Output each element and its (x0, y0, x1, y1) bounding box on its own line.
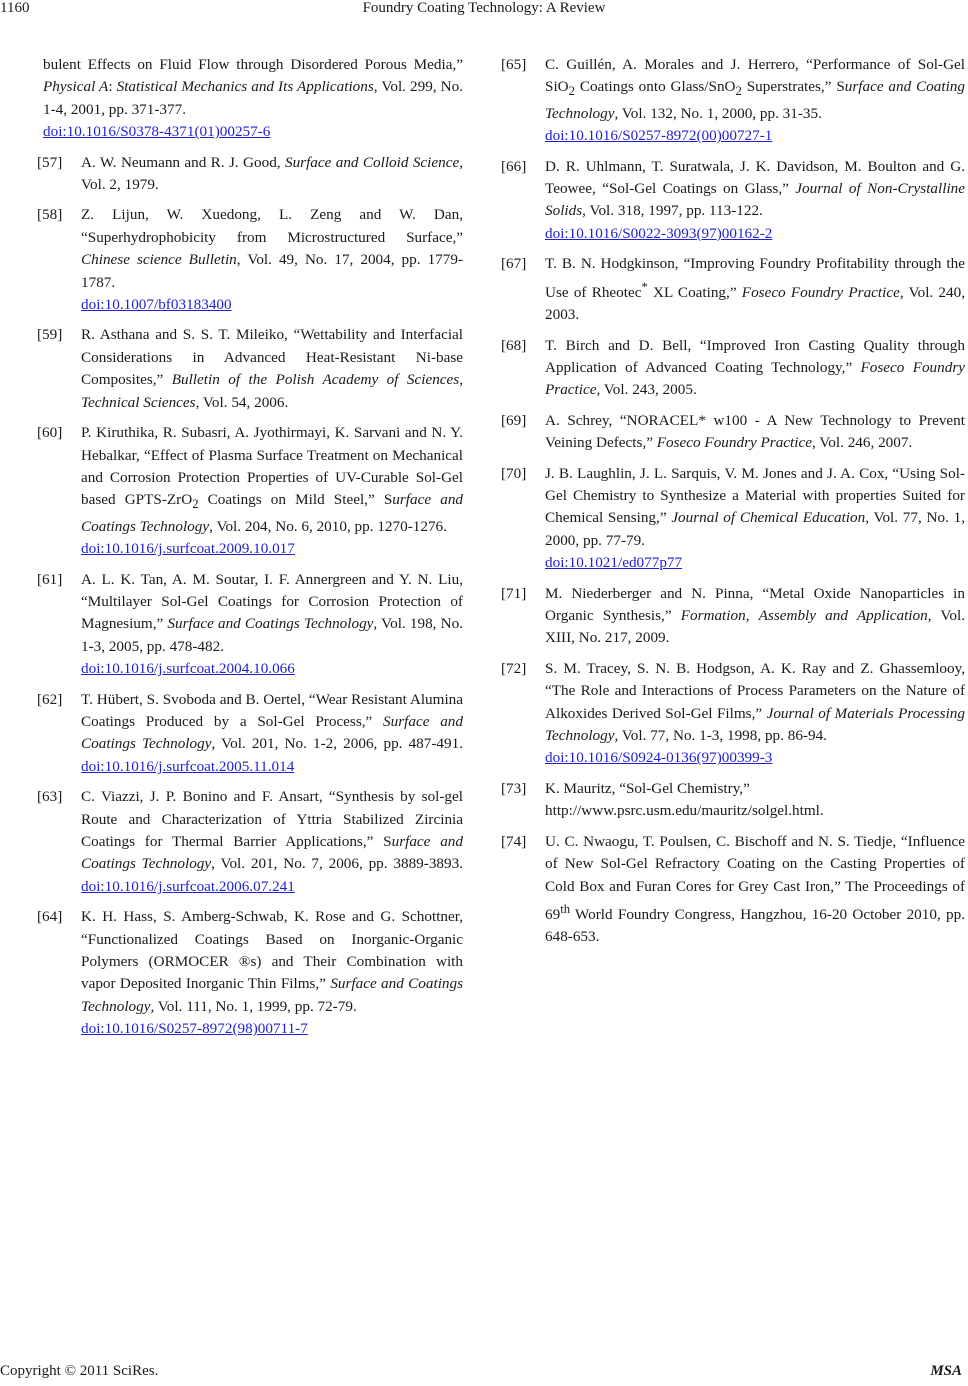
reference-text: K. Mauritz, “Sol-Gel Chemistry,” (545, 779, 750, 797)
italic-title-text: Journal of Materials Processing Technology (545, 704, 965, 745)
reference-text: , Vol. 198, No. 1-3, 2005, pp. 478-482. (81, 615, 464, 655)
italic-title-text: Chinese science Bulletin (81, 251, 237, 269)
url-text: http://www.psrc.usm.edu/mauritz/solgel.html. (545, 802, 824, 820)
reference-text: , Vol. XIII, No. 217, 2009. (545, 607, 965, 647)
reference-entry (37, 786, 463, 898)
italic-title-text: Foseco Foundry Practice (741, 283, 900, 301)
superscript-text: * (641, 279, 648, 294)
page-header (0, 0, 968, 22)
doi-link[interactable]: doi:10.1016/S0378-4371(01)00257-6 (43, 123, 271, 141)
reference-text: Coatings onto Glass/SnO (574, 78, 736, 96)
reference-text: S. M. Tracey, S. N. B. Hodgson, A. K. Ray and Z. Ghassemlooy, “The Role and Interactions of Process Parameters on the Nature of Alkoxides Derived Sol-Gel Films,” (545, 659, 965, 722)
doi-link[interactable]: doi:10.1016/j.surfcoat.2009.10.017 (81, 540, 295, 558)
reference-text: , Vol. 246, 2007. (811, 434, 913, 452)
reference-entry (37, 689, 463, 779)
journal-abbreviation: MSA (930, 1363, 962, 1379)
reference-text: U. C. Nwaogu, T. Poulsen, C. Bischoff and N. S. Tiedje, “Influence of New Sol-Gel Refractory Coating on the Casting Properties of Cold Box and Furan Cores for Grey Cast Iron,” The Proceedings of 69 (545, 832, 965, 923)
reference-text: , Vol. 299, No. 1-4, 2001, pp. 371-377. (43, 78, 463, 118)
reference-text: , Vol. 243, 2005. (596, 381, 697, 399)
reference-entry (501, 410, 965, 455)
reference-number: [58] (37, 206, 63, 224)
reference-text: Superstrates,” S (741, 78, 845, 96)
reference-entry (37, 324, 463, 414)
subscript-text: 2 (192, 497, 199, 512)
italic-title-text: Statistical Mechanics and Its Applications (116, 78, 374, 96)
italic-title-text: Foseco Foundry Practice (545, 358, 965, 399)
subscript-text: 2 (568, 84, 575, 99)
reference-text: , Vol. 201, No. 7, 2006, pp. 3889-3893. (211, 855, 463, 873)
reference-text: , Vol. 77, No. 1-3, 1998, pp. 86-94. (614, 727, 827, 745)
reference-number: [67] (501, 255, 527, 273)
italic-title-text: Surface and Coatings Technology (167, 615, 374, 633)
reference-entry (37, 422, 463, 560)
reference-number: [73] (501, 779, 527, 797)
reference-text: T. B. N. Hodgkinson, “Improving Foundry Profitability through the Use of Rheotec (545, 255, 965, 301)
reference-entry (37, 152, 463, 197)
reference-text: , Vol. 201, No. 1-2, 2006, pp. 487-491. (211, 735, 463, 753)
subscript-text: 2 (735, 84, 742, 99)
italic-title-text: Surface and Coatings Technology (81, 713, 463, 753)
reference-entry (501, 335, 965, 402)
italic-title-text: Foseco Foundry Practice (656, 434, 812, 452)
doi-link[interactable]: doi:10.1016/j.surfcoat.2004.10.066 (81, 660, 295, 678)
reference-text: C. Viazzi, J. P. Bonino and F. Ansart, “Synthesis by sol-gel Route and Characterization of Yttria Stabilized Zircinia Coatings for Thermal Barrier Applications,” S (81, 788, 463, 851)
reference-number: [63] (37, 788, 63, 806)
reference-entry (501, 583, 965, 650)
italic-title-text: Journal of Non-Crystalline Solids (545, 180, 965, 220)
reference-text: A. W. Neumann and R. J. Good, (81, 153, 285, 171)
running-title: Foundry Coating Technology: A Review (362, 0, 606, 16)
reference-text: R. Asthana and S. S. T. Mileiko, “Wettability and Interfacial Considerations in Advanced Heat-Resistant Ni-base Composites,” (81, 326, 463, 389)
doi-link[interactable]: doi:10.1021/ed077p77 (545, 554, 683, 572)
italic-title-text: urface and Coating Technology (545, 78, 965, 122)
italic-title-text: Journal of Chemical Education (671, 509, 866, 527)
reference-number: [57] (37, 153, 63, 171)
reference-entry (37, 906, 463, 1040)
reference-text: , Vol. 318, 1997, pp. 113-122. (582, 202, 763, 220)
reference-entry (37, 54, 463, 144)
reference-text: P. Kiruthika, R. Subasri, A. Jyothirmayi, K. Sarvani and N. Y. Hebalkar, “Effect of Plasma Surface Treatment on Mechanical and Corrosion Protection Properties of UV-Curable Sol-Gel based GPTS-ZrO (81, 424, 463, 509)
reference-text: , Vol. 54, 2006. (195, 393, 289, 411)
italic-title-text: Formation (680, 607, 746, 625)
reference-number: [72] (501, 659, 527, 677)
reference-column-right (501, 54, 965, 957)
reference-entry (37, 204, 463, 316)
italic-title-text: Surface and Coatings Technology (81, 975, 464, 1015)
reference-text: bulent Effects on Fluid Flow through Disordered Porous Media,” (43, 56, 463, 73)
reference-text: A. L. K. Tan, A. M. Soutar, I. F. Annergreen and Y. N. Liu, “Multilayer Sol-Gel Coatings for Corrosion Protection of Magnesium,” (81, 570, 463, 633)
reference-number: [59] (37, 326, 63, 344)
italic-title-text: Assembly and Application (758, 607, 928, 625)
italic-title-text: Technical Sciences (81, 393, 196, 411)
italic-title-text: Surface and Colloid Science (284, 153, 460, 171)
reference-column-left (37, 54, 463, 1049)
reference-entry (37, 569, 463, 681)
italic-title-text: urface and Coatings Technology (81, 833, 463, 873)
reference-text: World Foundry Congress, Hangzhou, 16-20 October 2010, pp. 648-653. (545, 905, 965, 946)
reference-text: XL Coating,” (647, 283, 742, 301)
doi-link[interactable]: doi:10.1016/S0257-8972(00)00727-1 (545, 127, 773, 145)
reference-entry (501, 54, 965, 148)
reference-entry (501, 253, 965, 326)
reference-text: , (745, 607, 759, 625)
reference-text: Z. Lijun, W. Xuedong, L. Zeng and W. Dan, “Superhydrophobicity from Microstructured Surface,” (81, 206, 463, 246)
reference-number: [71] (501, 584, 527, 602)
reference-text: C. Guillén, A. Morales and J. Herrero, “Performance of Sol-Gel SiO (545, 56, 965, 96)
reference-entry (501, 156, 965, 246)
doi-link[interactable]: doi:10.1016/S0022-3093(97)00162-2 (545, 224, 773, 242)
reference-text: Coatings on Mild Steel,” S (198, 491, 393, 509)
reference-text: A. Schrey, “NORACEL* w100 - A New Technology to Prevent Veining Defects,” (545, 411, 965, 452)
reference-entry (501, 463, 965, 575)
italic-title-text: Bulletin of the Polish Academy of Sciences (171, 371, 460, 389)
copyright-notice: Copyright © 2011 SciRes. (0, 1363, 159, 1379)
reference-text: , Vol. 240, 2003. (545, 283, 966, 324)
reference-entry (501, 658, 965, 770)
reference-entry (501, 831, 965, 949)
reference-text: M. Niederberger and N. Pinna, “Metal Oxide Nanoparticles in Organic Synthesis,” (545, 584, 965, 625)
reference-text: T. Hübert, S. Svoboda and B. Oertel, “Wear Resistant Alumina Coatings Produced by a Sol-Gel Process,” (81, 690, 463, 730)
doi-link[interactable]: doi:10.1016/j.surfcoat.2005.11.014 (81, 757, 295, 775)
reference-number: [70] (501, 464, 527, 482)
reference-text: D. R. Uhlmann, T. Suratwala, J. K. Davidson, M. Boulton and G. Teowee, “Sol-Gel Coatings on Glass,” (545, 157, 965, 198)
reference-text: , Vol. 49, No. 17, 2004, pp. 1779-1787. (81, 251, 464, 291)
reference-text: , Vol. 132, No. 1, 2000, pp. 31-35. (614, 104, 822, 122)
reference-text: , (459, 371, 463, 389)
italic-title-text: urface and Coatings Technology (81, 491, 464, 535)
reference-number: [66] (501, 157, 527, 175)
doi-link[interactable]: doi:10.1007/bf03183400 (81, 296, 232, 314)
reference-text: , Vol. 204, No. 6, 2010, pp. 1270-1276. (209, 517, 447, 535)
reference-text: T. Birch and D. Bell, “Improved Iron Casting Quality through Application of Advanced Coating Technology,” (545, 336, 965, 376)
reference-number: [74] (501, 832, 527, 850)
reference-number: [69] (501, 411, 527, 429)
reference-text: , Vol. 111, No. 1, 1999, pp. 72-79. (150, 997, 357, 1015)
doi-link[interactable]: doi:10.1016/S0257-8972(98)00711-7 (81, 1020, 308, 1038)
page-number: 1160 (0, 0, 30, 16)
italic-title-text: Physical A (43, 78, 109, 96)
superscript-text: th (560, 901, 571, 916)
reference-number: [68] (501, 336, 527, 354)
reference-number: [64] (37, 908, 63, 926)
reference-text: , Vol. 2, 1979. (81, 153, 463, 194)
doi-link[interactable]: doi:10.1016/S0924-0136(97)00399-3 (545, 749, 773, 767)
reference-text: : (108, 78, 117, 96)
reference-text: K. H. Hass, S. Amberg-Schwab, K. Rose and G. Schottner, “Functionalized Coatings Based on Inorganic-Organic Polymers (ORMOCER ®s) and Their Combination with vapor Deposited Inorganic Thin Films,” (81, 908, 463, 993)
reference-number: [60] (37, 424, 63, 442)
reference-text: J. B. Laughlin, J. L. Sarquis, V. M. Jones and J. A. Cox, “Using Sol-Gel Chemistry to Synthesize a Material with properties Suited for Chemical Sensing,” (545, 464, 965, 527)
reference-number: [61] (37, 570, 63, 588)
doi-link[interactable]: doi:10.1016/j.surfcoat.2006.07.241 (81, 877, 295, 895)
reference-text: , Vol. 77, No. 1, 2000, pp. 77-79. (545, 509, 966, 549)
reference-entry (501, 778, 965, 823)
reference-number: [62] (37, 690, 63, 708)
reference-number: [65] (501, 56, 527, 73)
